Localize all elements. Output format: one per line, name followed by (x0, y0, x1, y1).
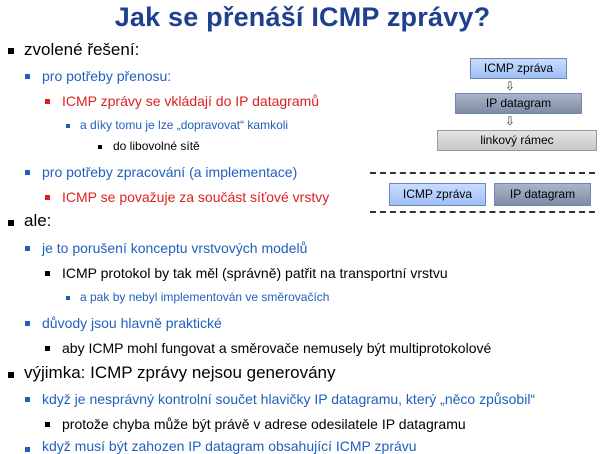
bullet-libovolne-site: do libovolné sítě (113, 139, 200, 153)
divider-line (370, 172, 595, 174)
bullet-ale: ale: (24, 211, 52, 230)
bullet-marker (66, 296, 70, 300)
bullet-zvolene-reseni: zvolené řešení: (24, 40, 140, 59)
bullet-poruseni-konceptu: je to porušení konceptu vrstvových modelů (42, 240, 308, 256)
bullet-marker (25, 170, 30, 175)
diagram-icmp-box: ICMP zpráva (470, 58, 567, 79)
page-title: Jak se přenáší ICMP zprávy? (114, 2, 491, 32)
bullet-dopravovat: a díky tomu je lze „dopravovat“ kamkoli (80, 118, 289, 132)
bullet-kontrolni-soucet: když je nesprávný kontrolní součet hlavičky IP datagramu, který „něco způsobil“ (42, 391, 536, 407)
bullet-marker (8, 48, 14, 54)
bullet-pro-potreby-zpracovani: pro potřeby zpracování (a implementace) (42, 164, 298, 180)
bullet-smerovace: a pak by nebyl implementován ve směrovačích (80, 290, 330, 304)
bullet-marker (25, 321, 30, 326)
bullet-pro-potreby-prenosu: pro potřeby přenosu: (42, 68, 172, 84)
bullet-marker (45, 195, 50, 200)
bullet-marker (8, 372, 14, 378)
bullet-marker (45, 422, 50, 427)
bullet-zahozen-datagram: když musí být zahozen IP datagram obsahující ICMP zprávu (42, 438, 417, 454)
divider-line (370, 211, 595, 213)
diagram-ip-box-separate: IP datagram (494, 183, 591, 206)
bullet-marker (25, 246, 30, 251)
bullet-marker (45, 346, 50, 351)
bullet-duvody-prakticke: důvody jsou hlavně praktické (42, 315, 222, 331)
bullet-multiprotokolove: aby ICMP mohl fungovat a směrovače nemusely být multiprotokolové (62, 340, 492, 356)
bullet-vyjimka: výjimka: ICMP zprávy nejsou generovány (24, 363, 336, 382)
diagram-icmp-box-separate: ICMP zpráva (389, 183, 486, 206)
down-arrow-icon: ⇩ (505, 79, 516, 93)
bullet-marker (66, 124, 70, 128)
bullet-icmp-v-ip: ICMP zprávy se vkládají do IP datagramů (62, 93, 320, 109)
down-arrow-icon: ⇩ (505, 114, 516, 128)
bullet-marker (45, 271, 50, 276)
bullet-marker (25, 397, 30, 402)
diagram-ip-box: IP datagram (455, 93, 582, 114)
diagram-link-frame-box: linkový rámec (437, 130, 597, 151)
bullet-marker (45, 99, 50, 104)
bullet-sitova-vrstva: ICMP se považuje za součást síťové vrstvy (62, 189, 330, 205)
bullet-marker (98, 145, 102, 149)
bullet-marker (25, 74, 30, 79)
bullet-marker (8, 220, 14, 226)
bullet-transportni-vrstva: ICMP protokol by tak měl (správně) patřit na transportní vrstvu (62, 265, 448, 281)
bullet-marker (25, 447, 30, 452)
bullet-adresa-odesilatele: protože chyba může být právě v adrese odesilatele IP datagramu (62, 416, 466, 432)
